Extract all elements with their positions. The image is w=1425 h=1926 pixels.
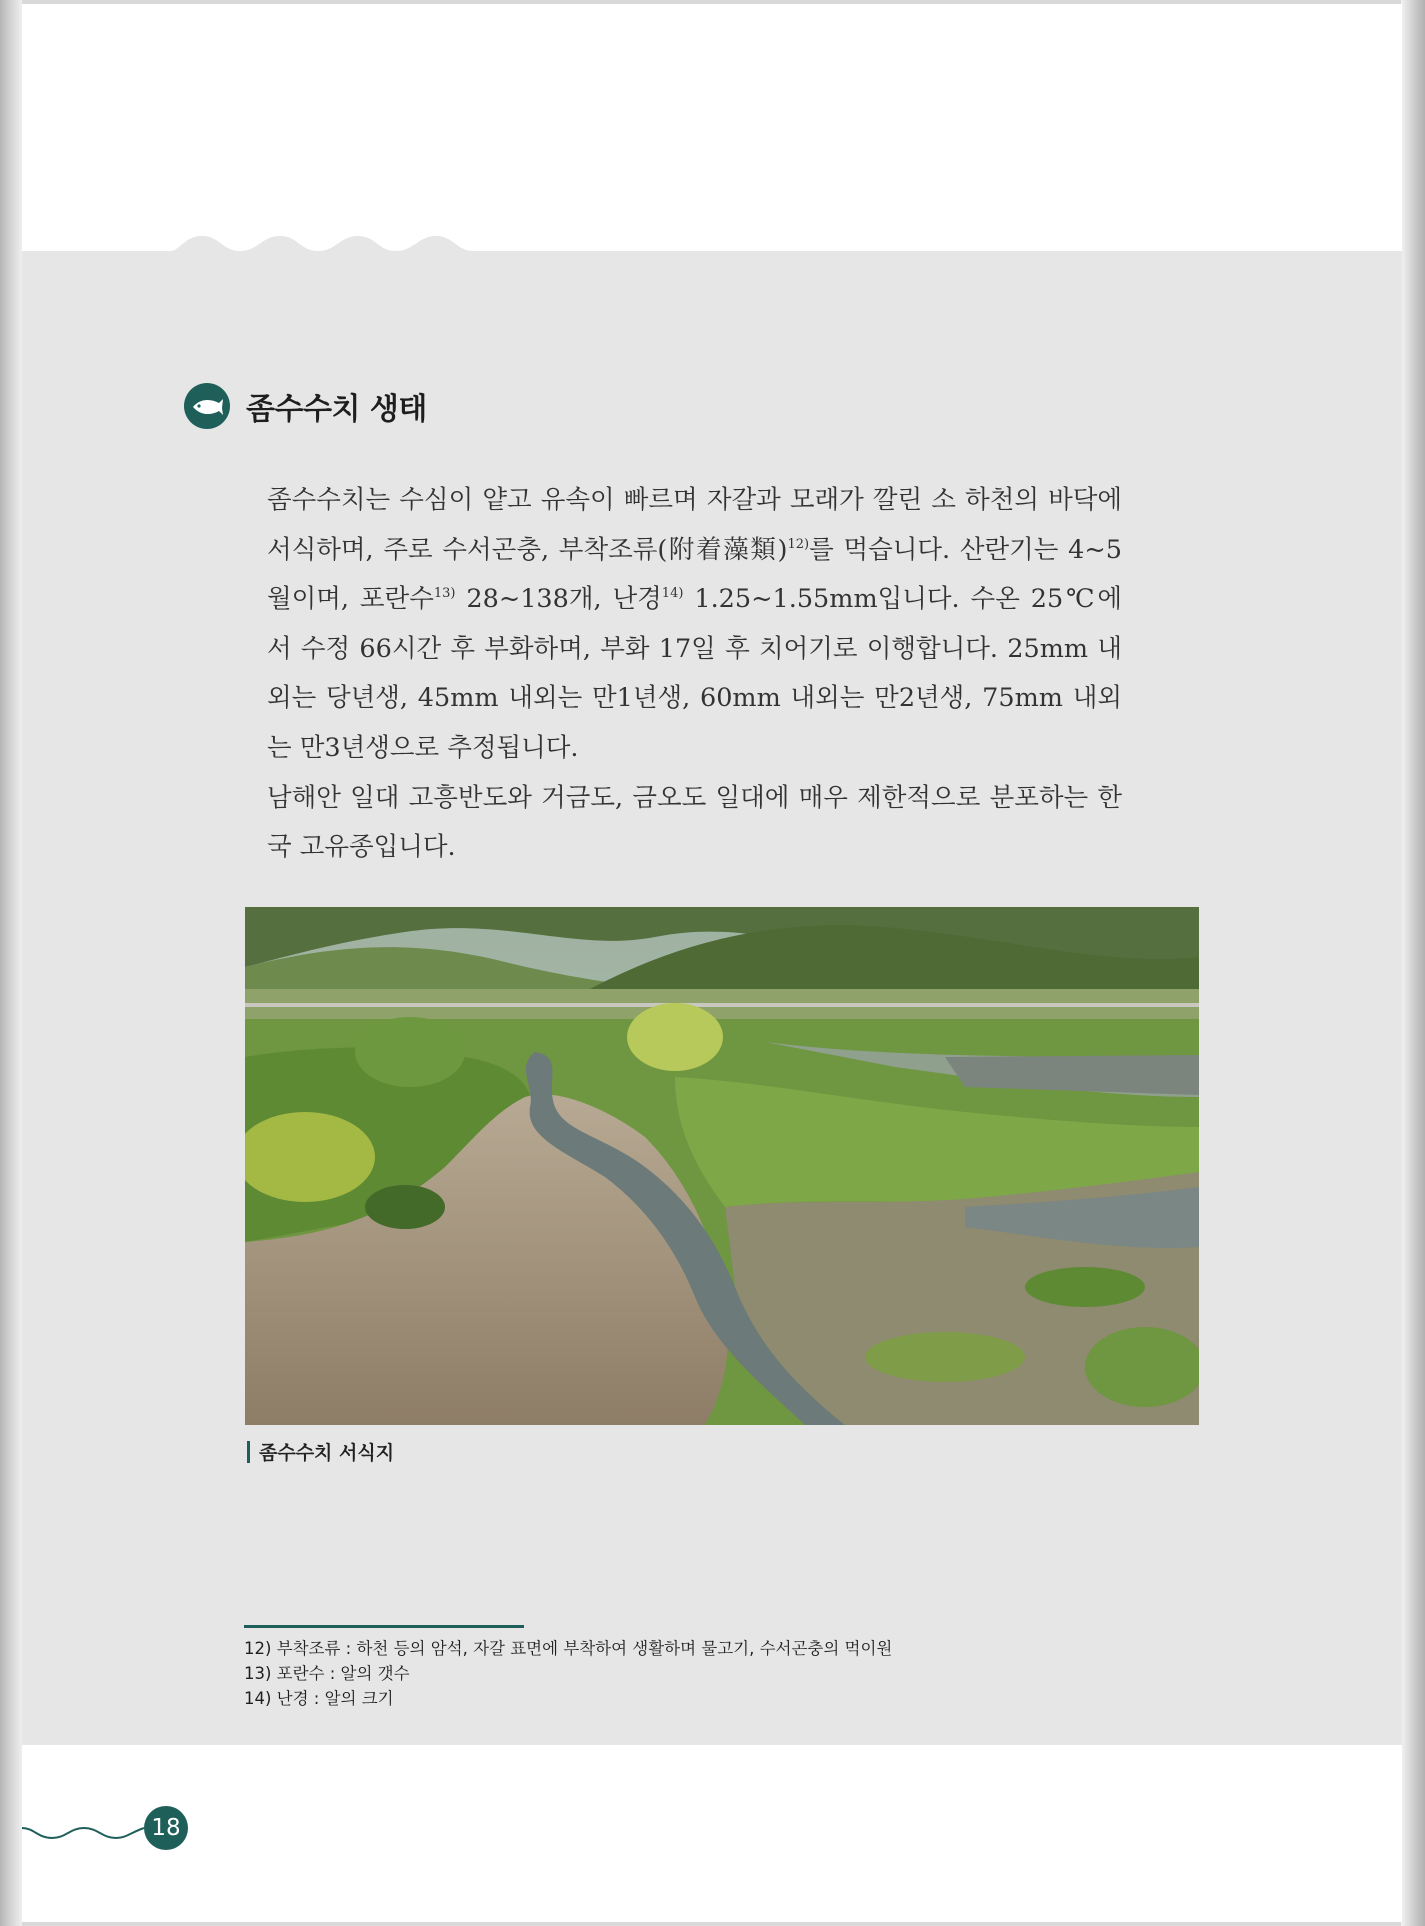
body-paragraph-1: 좀수수치는 수심이 얕고 유속이 빠르며 자갈과 모래가 깔린 소 하천의 바닥에 서식하며, 주로 수서곤충, 부착조류(附着藻類)$^{12)}$를 먹습니다. 산란기는 4~5월이며, 포란수$^{13)}$ 28~138개, 난경$^{14)}$ 1.25~1.55mm입니다. 수온 25℃에서 수정 66시간 후 부화하며, 부화 17일 후 치어기로 이행합니다. 25mm 내외는 당년생, 45mm 내외는 만1년생, 60mm 내외는 만2년생, 75mm 내외는 만3년생으로 추정됩니다. [267, 485, 1122, 763]
page-number: 18 [144, 1806, 188, 1850]
caption-text: 좀수수치 서식지 [259, 1442, 395, 1464]
page [22, 4, 1402, 1922]
page-edge-shadow [1401, 0, 1425, 1926]
footnote-12: 12) 부착조류 : 하천 등의 암석, 자갈 표면에 부착하여 생활하며 물고기, 수서곤충의 먹이원 [244, 1639, 893, 1658]
footnote-14: 14) 난경 : 알의 크기 [244, 1689, 394, 1708]
book-spine-shadow [0, 0, 22, 1926]
section-title: 좀수수치 생태 [246, 392, 427, 427]
footnote-ref-14: 14) [661, 586, 684, 602]
footnote-ref-13: 13) [433, 586, 456, 602]
footnotes [244, 1636, 892, 1711]
body-text [267, 476, 1122, 873]
footnote-ref-12: 12) [787, 536, 810, 552]
footnote-13: 13) 포란수 : 알의 갯수 [244, 1664, 410, 1683]
body-paragraph-2: 남해안 일대 고흥반도와 거금도, 금오도 일대에 매우 제한적으로 분포하는 한국 고유종입니다. [267, 782, 1122, 863]
page-number-wave [22, 4, 322, 1922]
habitat-photo [245, 907, 1199, 1425]
